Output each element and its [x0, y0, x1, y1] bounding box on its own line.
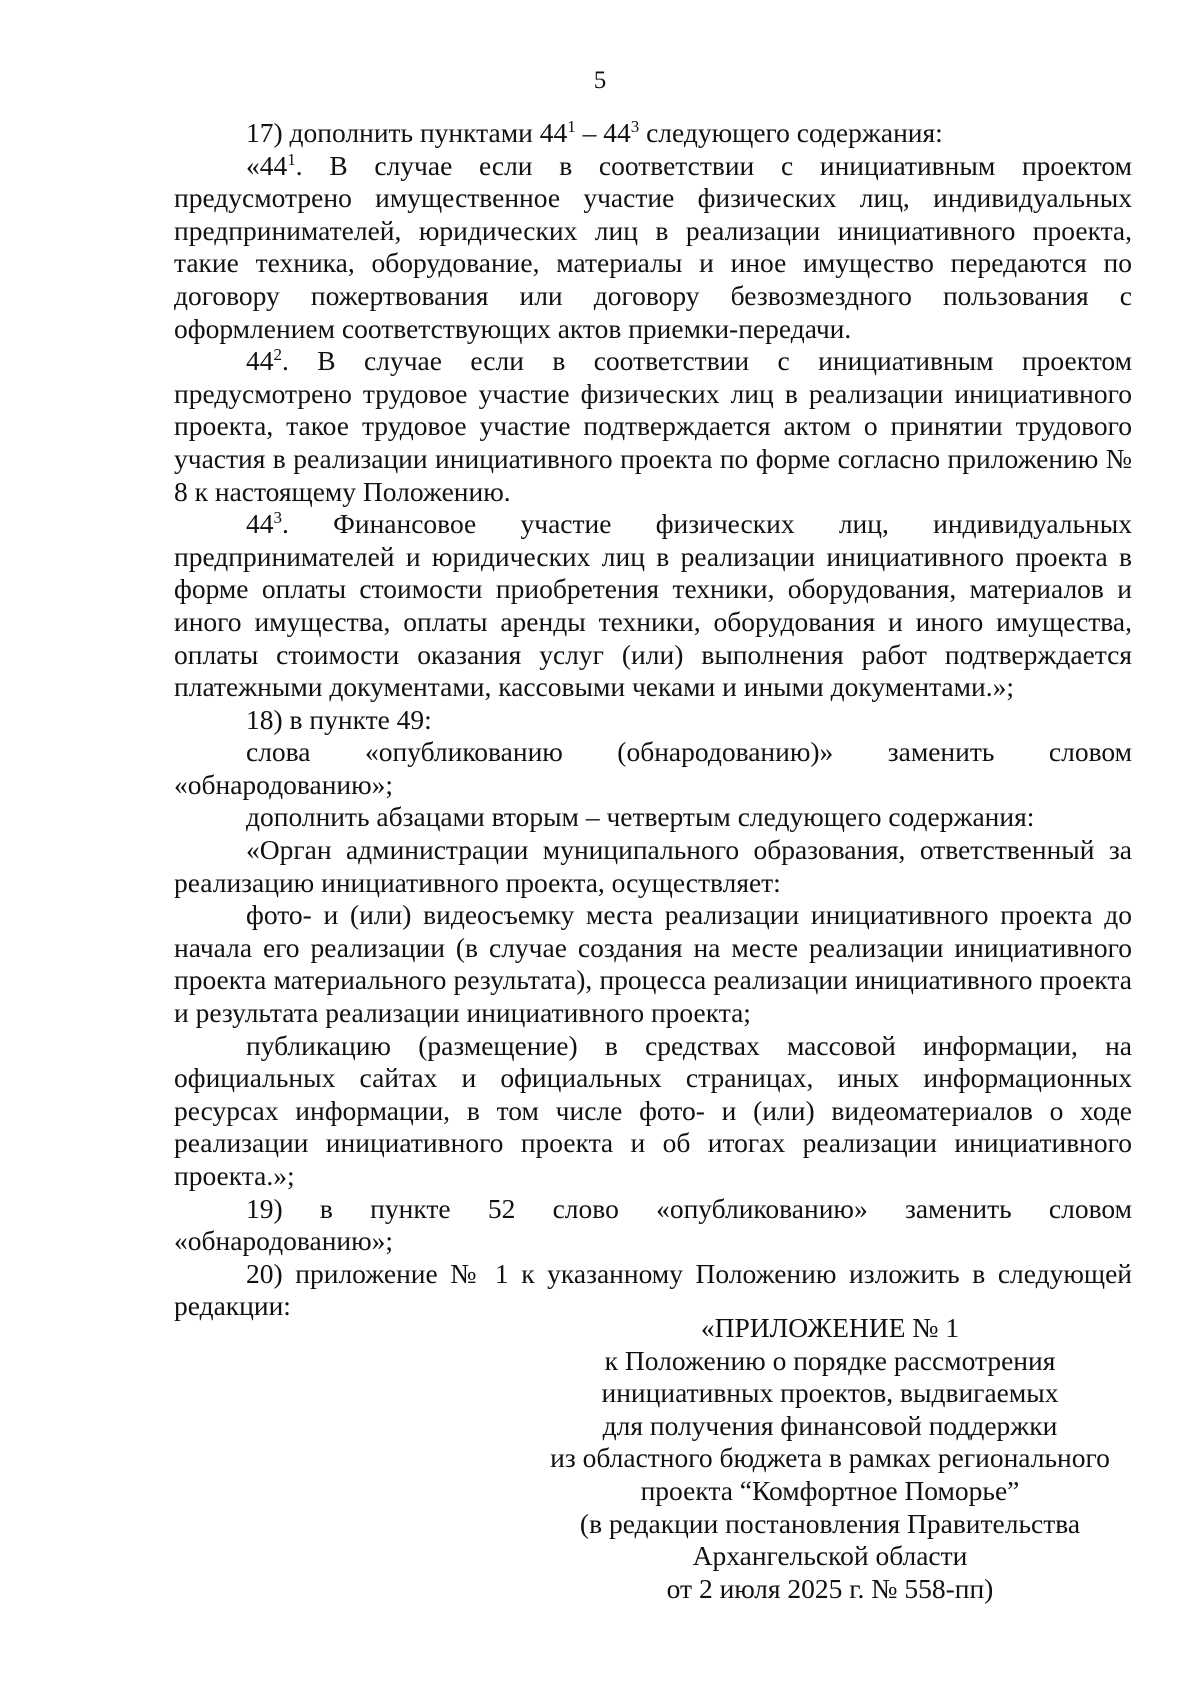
item-20: 20) приложение № 1 к указанному Положению изложить в следующей редакции:	[174, 1257, 1132, 1322]
appendix-line: проекта “Комфортное Поморье”	[640, 1474, 1020, 1506]
paragraph-44-1-text: . В случае если в соответствии с инициативным проектом предусмотрено имущественное участие физических лиц, индивидуальных предпринимателей, юридических лиц в реализации инициативного проекта, такие техника, оборудование, материалы и иное имущество передаются по договору пожертвования или договору безвозмездного пользования с оформлением соответствующих актов приемки-передачи.	[174, 149, 1132, 344]
appendix-line: из областного бюджета в рамках регионального	[550, 1442, 1110, 1474]
item-17-superscript-1: 1	[567, 116, 576, 136]
paragraph-44-3-number: 44	[246, 508, 274, 540]
item-17-superscript-3: 3	[630, 116, 640, 136]
item-17-text: 17) дополнить пунктами 44	[246, 117, 568, 148]
appendix-line: Архангельской области	[692, 1540, 968, 1572]
paragraph-44-3	[174, 508, 1132, 704]
paragraph-44-2-superscript: 2	[273, 345, 282, 364]
document-body	[174, 117, 1132, 1323]
item-17-tail: следующего содержания:	[639, 117, 943, 148]
appendix-line: инициативных проектов, выдвигаемых	[601, 1377, 1059, 1409]
item-17-dash: – 44	[575, 117, 631, 148]
paragraph-44-1-superscript: 1	[287, 149, 296, 169]
appendix-line: (в редакции постановления Правительства	[579, 1507, 1081, 1539]
item-17	[174, 117, 1132, 150]
paragraph-44-2	[174, 345, 1132, 508]
appendix-title: «ПРИЛОЖЕНИЕ № 1	[700, 1312, 960, 1343]
appendix-header	[520, 1312, 1140, 1605]
item-18-publication-paragraph: публикацию (размещение) в средствах массовой информации, на официальных сайтах и официальных страницах, иных информационных ресурсах информации, в том числе фото- и (или) видеоматериалов о ходе реализации инициативного проекта и об итогах реализации инициативного проекта.»;	[174, 1029, 1132, 1191]
page-number: 5	[593, 67, 607, 94]
item-18-photo-video-paragraph: фото- и (или) видеосъемку места реализации инициативного проекта до начала его реализации (в случае создания на месте реализации инициативного проекта материального результата), процесса реализации инициативного проекта и результата реализации инициативного проекта;	[174, 899, 1132, 1029]
item-19: 19) в пункте 52 слово «опубликованию» заменить словом «обнародованию»;	[174, 1192, 1132, 1257]
paragraph-44-1-number: «44	[246, 149, 288, 181]
item-18: 18) в пункте 49:	[246, 703, 432, 735]
paragraph-44-2-text: . В случае если в соответствии с инициативным проектом предусмотрено трудовое участие физических лиц в реализации инициативного проекта, такое трудовое участие подтверждается актом о принятии трудового участия в реализации инициативного проекта по форме согласно приложению № 8 к настоящему Положению.	[174, 345, 1132, 507]
appendix-line: для получения финансовой поддержки	[602, 1409, 1058, 1441]
paragraph-44-3-text: . Финансовое участие физических лиц, индивидуальных предпринимателей и юридических лиц в реализации инициативного проекта в форме оплаты стоимости приобретения техники, оборудования, материалов и иного имущества, оплаты аренды техники, оборудования и иного имущества, оплаты стоимости оказания услуг (или) выполнения работ подтверждается платежными документами, кассовыми чеками и иными документами.»;	[174, 508, 1132, 703]
paragraph-44-1	[174, 150, 1132, 346]
appendix-line: к Положению о порядке рассмотрения	[604, 1344, 1056, 1376]
item-18-add-paragraphs: дополнить абзацами вторым – четвертым следующего содержания:	[246, 801, 1035, 833]
paragraph-44-3-superscript: 3	[273, 507, 282, 527]
item-18-replace-words: слова «опубликованию (обнародованию)» заменить словом «обнародованию»;	[174, 736, 1132, 800]
item-18-authority-paragraph: «Орган администрации муниципального образования, ответственный за реализацию инициативного проекта, осуществляет:	[174, 834, 1132, 898]
appendix-line: от 2 июля 2025 г. № 558-пп)	[666, 1572, 994, 1604]
paragraph-44-2-number: 44	[246, 345, 274, 377]
